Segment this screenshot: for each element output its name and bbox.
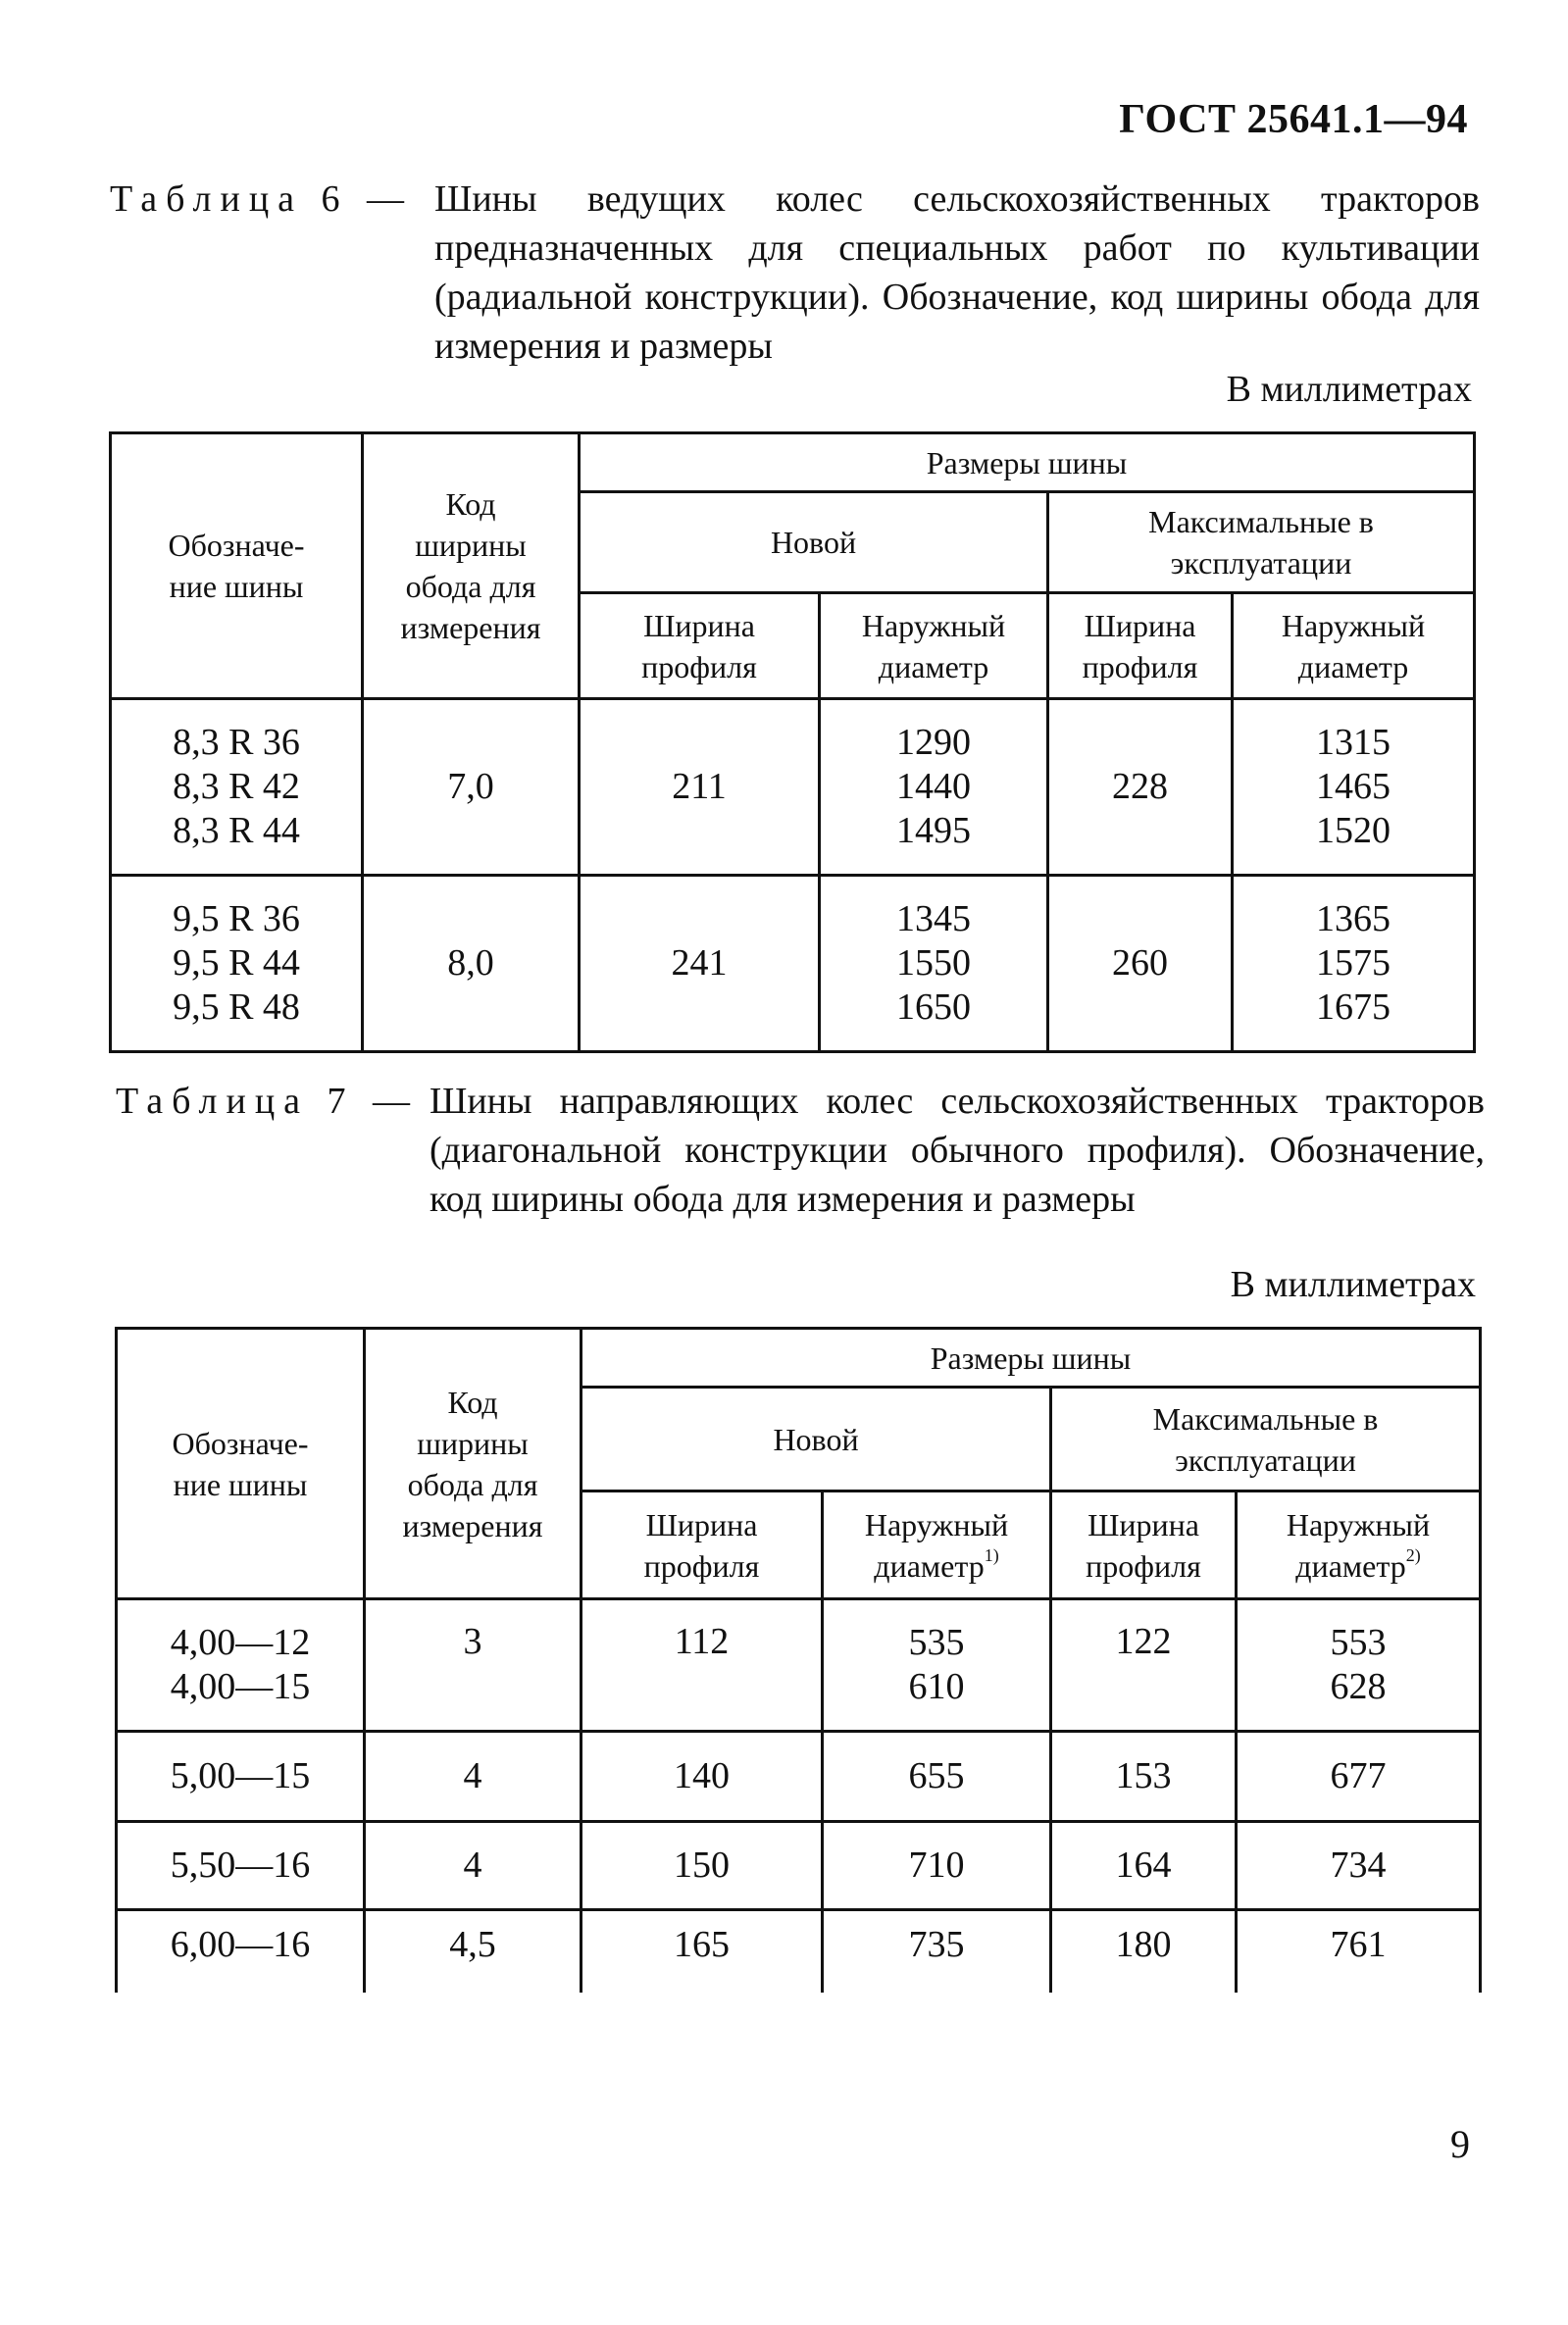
table6	[109, 431, 1476, 1053]
designation-cell: 6,00—16	[117, 1910, 365, 1993]
table7-header-sizes: Размеры шины	[582, 1329, 1481, 1388]
max-outer-cell: 1365 1575 1675	[1233, 876, 1475, 1052]
max-outer-cell: 734	[1237, 1822, 1481, 1910]
max-width-cell: 180	[1051, 1910, 1237, 1993]
table7-header-new: Новой	[582, 1388, 1051, 1491]
max-width-cell: 164	[1051, 1822, 1237, 1910]
table7-header-designation: Обозначе- ние шины	[117, 1329, 365, 1599]
table6-header-designation: Обозначе- ние шины	[111, 433, 363, 699]
table-row	[117, 1822, 1481, 1910]
table-row	[111, 876, 1475, 1052]
table6-title: Шины ведущих колес сельскохозяйственных тракторов предназначенных для специальных работ по культивации (радиальной конструкции). Обозначение, код ширины обода для измерения и размеры	[434, 178, 1480, 367]
max-width-cell: 122	[1051, 1599, 1237, 1732]
table7-header-max-width: Ширина профиля	[1051, 1491, 1237, 1599]
table6-label: Таблица 6 —	[110, 178, 414, 220]
new-width-cell: 140	[582, 1732, 823, 1822]
new-outer-cell: 1290 1440 1495	[820, 699, 1048, 876]
new-width-cell: 112	[582, 1599, 823, 1732]
code-cell: 7,0	[363, 699, 580, 876]
designation-cell: 4,00—12 4,00—15	[117, 1599, 365, 1732]
new-outer-cell: 710	[823, 1822, 1051, 1910]
max-width-cell: 260	[1048, 876, 1233, 1052]
code-cell: 4,5	[365, 1910, 582, 1993]
max-width-cell: 228	[1048, 699, 1233, 876]
max-outer-cell: 553 628	[1237, 1599, 1481, 1732]
designation-cell: 5,00—15	[117, 1732, 365, 1822]
table6-header-max-outer: Наружный диаметр	[1233, 593, 1475, 699]
designation-cell: 9,5 R 36 9,5 R 44 9,5 R 48	[111, 876, 363, 1052]
new-width-cell: 165	[582, 1910, 823, 1993]
page-number: 9	[1450, 2122, 1470, 2166]
table7-title: Шины направляющих колес сельскохозяйственных тракторов (диагональной конструкции обычного профиля). Обозначение, код ширины обода для измерения и размеры	[430, 1081, 1485, 1220]
new-width-cell: 211	[580, 699, 820, 876]
table7	[115, 1327, 1482, 1993]
new-width-cell: 150	[582, 1822, 823, 1910]
new-width-cell: 241	[580, 876, 820, 1052]
max-outer-cell: 761	[1237, 1910, 1481, 1993]
new-outer-cell: 655	[823, 1732, 1051, 1822]
designation-cell: 8,3 R 36 8,3 R 42 8,3 R 44	[111, 699, 363, 876]
table6-header-new-width: Ширина профиля	[580, 593, 820, 699]
table6-header-max: Максимальные в эксплуатации	[1048, 492, 1475, 593]
table7-header-code: Код ширины обода для измерения	[365, 1329, 582, 1599]
table-row	[117, 1732, 1481, 1822]
table-row	[117, 1910, 1481, 1993]
max-outer-cell: 1315 1465 1520	[1233, 699, 1475, 876]
max-width-cell: 153	[1051, 1732, 1237, 1822]
table7-header-max: Максимальные в эксплуатации	[1051, 1388, 1481, 1491]
code-cell: 4	[365, 1822, 582, 1910]
table7-header-new-outer: Наружный диаметр$^{1)}$	[823, 1491, 1051, 1599]
code-cell: 3	[365, 1599, 582, 1732]
table7-label: Таблица 7 —	[116, 1081, 420, 1122]
code-cell: 8,0	[363, 876, 580, 1052]
table7-header-new-width: Ширина профиля	[582, 1491, 823, 1599]
standard-header: ГОСТ 25641.1—94	[1119, 97, 1468, 142]
code-cell: 4	[365, 1732, 582, 1822]
new-outer-cell: 1345 1550 1650	[820, 876, 1048, 1052]
new-outer-cell: 735	[823, 1910, 1051, 1993]
max-outer-cell: 677	[1237, 1732, 1481, 1822]
table7-units: В миллиметрах	[1230, 1264, 1476, 1305]
table7-header-max-outer: Наружный диаметр$^{2)}$	[1237, 1491, 1481, 1599]
table6-header-code: Код ширины обода для измерения	[363, 433, 580, 699]
table6-header-max-width: Ширина профиля	[1048, 593, 1233, 699]
table6-header-new-outer: Наружный диаметр	[820, 593, 1048, 699]
new-outer-cell: 535 610	[823, 1599, 1051, 1732]
table-row	[111, 699, 1475, 876]
table6-header-new: Новой	[580, 492, 1048, 593]
designation-cell: 5,50—16	[117, 1822, 365, 1910]
table6-units: В миллиметрах	[1226, 369, 1472, 410]
table6-header-sizes: Размеры шины	[580, 433, 1475, 492]
table-row	[117, 1599, 1481, 1732]
